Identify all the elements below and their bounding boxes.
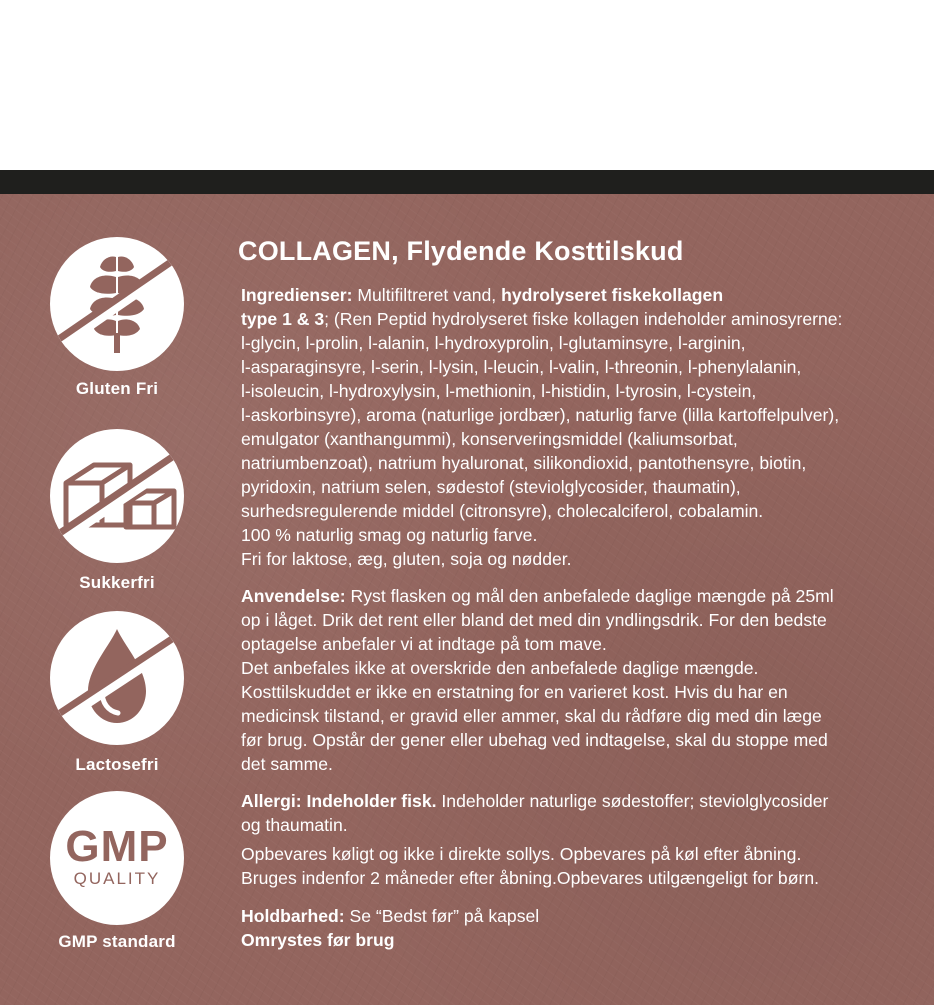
shelf-life-heading: Holdbarhed: bbox=[241, 906, 345, 926]
badge-sukkerfri bbox=[48, 429, 186, 593]
gmp-quality-mark: QUALITY bbox=[73, 869, 161, 888]
usage-line: op i låget. Drik det rent eller bland det med din yndlingsdrik. For den bedste bbox=[241, 610, 827, 630]
milk-drop-crossed-icon bbox=[50, 611, 184, 745]
shelf-life-line bbox=[241, 904, 921, 928]
shelf-life-text: Se “Bedst før” på kapsel bbox=[344, 906, 540, 926]
usage-line: Kosttilskuddet er ikke en erstatning for en varieret kost. Hvis du har en bbox=[241, 682, 788, 702]
ingredients-line: surhedsregulerende middel (citronsyre), cholecalciferol, cobalamin. bbox=[241, 501, 764, 521]
gmp-mark: GMP bbox=[65, 822, 169, 871]
usage-section bbox=[241, 584, 921, 776]
ingredients-line bbox=[241, 283, 921, 307]
badge-caption: GMP standard bbox=[58, 932, 176, 951]
badge-caption: Lactosefri bbox=[75, 755, 159, 774]
allergy-line: og thaumatin. bbox=[241, 815, 348, 835]
shake-instruction: Omrystes før brug bbox=[241, 930, 395, 950]
top-white-area bbox=[0, 0, 934, 170]
allergy-heading: Allergi: Indeholder fisk. bbox=[241, 791, 437, 811]
badge-gluten-fri bbox=[48, 237, 186, 399]
ingredients-heading: Ingredienser: bbox=[241, 285, 353, 305]
wheat-crossed-icon bbox=[50, 237, 184, 371]
gmp-quality-icon bbox=[50, 791, 184, 925]
shelf-life-section bbox=[241, 904, 921, 952]
ingredients-line: l-asparaginsyre, l-serin, l-lysin, l-leucin, l-valin, l-threonin, l-phenylalanin, bbox=[241, 357, 802, 377]
ingredients-text: ; (Ren Peptid hydrolyseret fiske kollagen indeholder aminosyrerne: bbox=[324, 309, 843, 329]
sugar-cubes-crossed-icon bbox=[50, 429, 184, 563]
allergy-line bbox=[241, 789, 921, 813]
usage-line bbox=[241, 584, 921, 608]
usage-line: optagelse anbefaler vi at indtage på tom mave. bbox=[241, 634, 607, 654]
product-title: COLLAGEN, Flydende Kosttilskud bbox=[238, 236, 684, 266]
ingredients-bold: type 1 & 3 bbox=[241, 309, 325, 329]
ingredients-bold: hydrolyseret fiskekollagen bbox=[501, 285, 724, 305]
storage-section bbox=[241, 842, 921, 890]
ingredients-line: l-isoleucin, l-hydroxylysin, l-methionin, l-histidin, l-tyrosin, l-cystein, bbox=[241, 381, 757, 401]
ingredients-line: emulgator (xanthangummi), konserveringsmiddel (kaliumsorbat, bbox=[241, 429, 738, 449]
usage-line: medicinsk tilstand, er gravid eller ammer, skal du rådføre dig med din læge bbox=[241, 706, 822, 726]
usage-line: før brug. Opstår der gener eller ubehag ved indtagelse, skal du stoppe med bbox=[241, 730, 828, 750]
dark-header-band bbox=[0, 170, 934, 194]
allergy-section bbox=[241, 789, 921, 837]
usage-line: det samme. bbox=[241, 754, 333, 774]
ingredients-line: l-askorbinsyre), aroma (naturlige jordbær), naturlig farve (lilla kartoffelpulver), bbox=[241, 405, 840, 425]
badge-caption: Sukkerfri bbox=[79, 573, 155, 592]
allergy-text: Indeholder naturlige sødestoffer; steviolglycosider bbox=[436, 791, 829, 811]
ingredients-text: Multifiltreret vand, bbox=[352, 285, 502, 305]
ingredients-line bbox=[241, 307, 921, 331]
badge-caption: Gluten Fri bbox=[75, 379, 159, 398]
usage-line: Det anbefales ikke at overskride den anbefalede daglige mængde. bbox=[241, 658, 759, 678]
badge-lactosefri bbox=[48, 611, 186, 775]
usage-heading: Anvendelse: bbox=[241, 586, 346, 606]
ingredients-line: pyridoxin, natrium selen, sødestof (steviolglycosider, thaumatin), bbox=[241, 477, 741, 497]
storage-line: Bruges indenfor 2 måneder efter åbning.Opbevares utilgængeligt for børn. bbox=[241, 868, 819, 888]
ingredients-line: natriumbenzoat), natrium hyaluronat, silikondioxid, pantothensyre, biotin, bbox=[241, 453, 807, 473]
storage-line: Opbevares køligt og ikke i direkte sollys. Opbevares på køl efter åbning. bbox=[241, 844, 802, 864]
usage-text: Ryst flasken og mål den anbefalede daglige mængde på 25ml bbox=[345, 586, 834, 606]
ingredients-line: Fri for laktose, æg, gluten, soja og nødder. bbox=[241, 549, 572, 569]
badge-gmp bbox=[48, 791, 186, 952]
ingredients-line: l-glycin, l-prolin, l-alanin, l-hydroxyprolin, l-glutaminsyre, l-arginin, bbox=[241, 333, 746, 353]
ingredients-line: 100 % naturlig smag og naturlig farve. bbox=[241, 525, 538, 545]
ingredients-section bbox=[241, 283, 921, 571]
